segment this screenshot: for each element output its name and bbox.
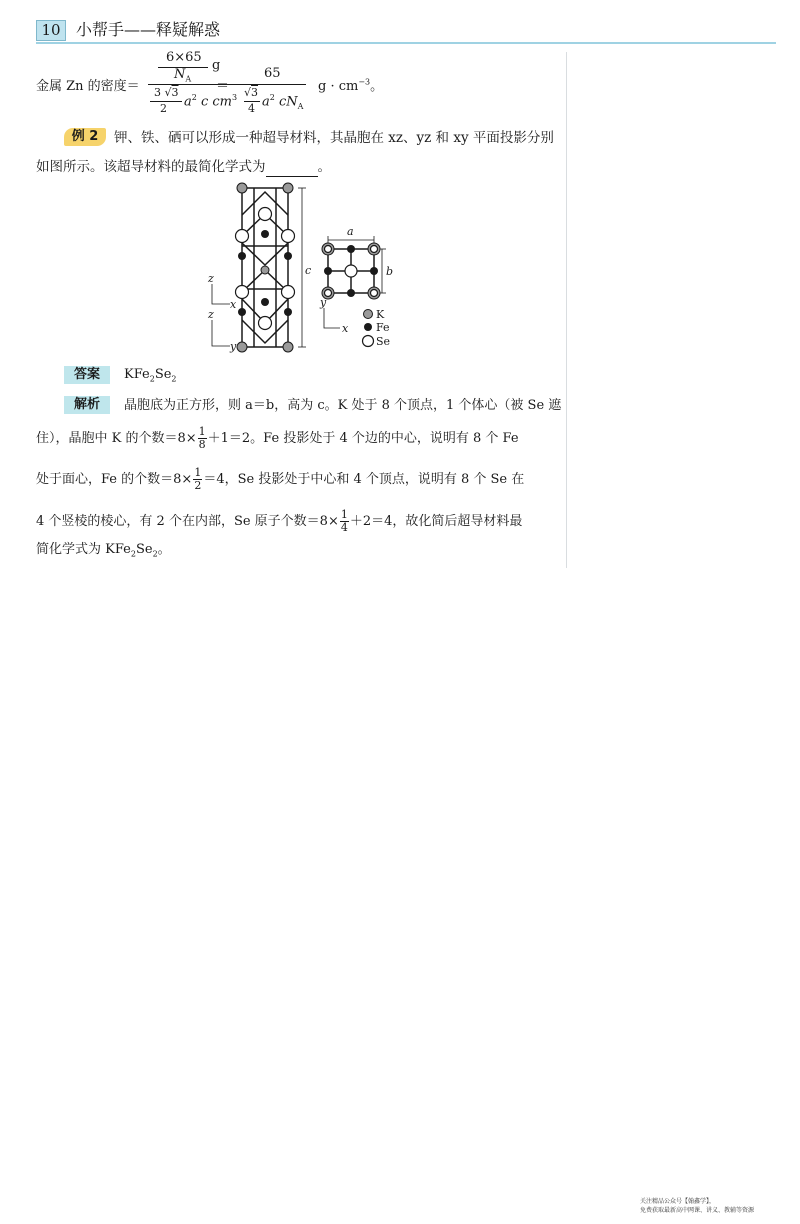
legend-se-label: Se	[376, 335, 391, 348]
example-line-2: 如图所示。该超导材料的最简化学式为 。	[36, 159, 331, 175]
axis-z-1: z	[208, 272, 214, 285]
answer-tag: 答案	[64, 366, 110, 384]
page-number: 10	[36, 20, 66, 41]
legend-fe-label: Fe	[376, 321, 390, 334]
formula-den-expr: $a^2$ c $cm^3$	[184, 93, 238, 110]
formula-num-unit: g	[212, 58, 221, 73]
formula-eq: ＝	[216, 79, 230, 94]
formula-num-bottom: $N_A$	[174, 67, 192, 84]
crystal-projection-figure	[196, 180, 426, 360]
formula-r-den-a: √3	[244, 86, 259, 99]
header-rule	[36, 42, 776, 44]
axis-y-1: y	[230, 340, 237, 353]
axis-y-2: y	[320, 296, 327, 309]
example-line-1: 钾、铁、硒可以形成一种超导材料，其晶胞在 xz、yz 和 xy 平面投影分别	[114, 130, 554, 146]
fraction-1-8: $\frac{1}{8}$	[198, 425, 206, 451]
formula-num-top: 6×65	[166, 50, 202, 65]
axis-x-2: x	[342, 322, 349, 335]
example-tag: 例 2	[64, 128, 106, 146]
analysis-line-2: 住），晶胞中 K 的个数＝8× $\frac{1}{8}$ ＋1＝2。Fe 投影处于 4 个边的中心，说明有 8 个 Fe	[36, 425, 519, 451]
analysis-line-1: 晶胞底为正方形，则 a＝b，高为 c。K 处于 8 个顶点，1 个体心（被 Se 遮	[124, 398, 562, 413]
legend-k-marker	[364, 310, 373, 319]
formula-unit: $g \cdot cm^{-3}$。	[318, 77, 384, 94]
fraction-1-2: $\frac{1}{2}$	[194, 466, 202, 492]
density-formula	[36, 50, 556, 120]
answer-blank	[266, 162, 318, 177]
answer-text: $KFe_2Se_2$	[124, 367, 177, 384]
formula-r-den-b: 4	[248, 102, 255, 115]
page-edge-line	[566, 52, 567, 568]
formula-r-den-expr: $a^2$ $cN_A$	[262, 93, 304, 111]
label-a: a	[347, 225, 354, 238]
formula-r-bar	[240, 84, 306, 85]
legend-se-marker	[363, 336, 374, 347]
formula-r-num: 65	[264, 66, 281, 81]
axis-x-1: x	[230, 298, 237, 311]
formula-lead: 金属 Zn 的密度＝	[36, 79, 140, 94]
analysis-line-4: 4 个竖棱的棱心，有 2 个在内部，Se 原子个数＝8× $\frac{1}{4}$ ＋2＝4，故化简后超导材料最	[36, 508, 523, 534]
formula-den-a: 3 √3	[154, 86, 179, 99]
analysis-tag: 解析	[64, 396, 110, 414]
formula-den-bar	[150, 101, 182, 102]
legend-k-label: K	[376, 308, 385, 321]
fraction-1-4: $\frac{1}{4}$	[340, 508, 348, 534]
footer-note: 关注精品公众号【翰鑫学】， 免费获取最新高中网课、讲义、教辅等资源	[640, 1198, 755, 1214]
analysis-line-3: 处于面心，Fe 的个数＝8× $\frac{1}{2}$ ＝4，Se 投影处于中心和 4 个顶点，说明有 8 个 Se 在	[36, 466, 525, 492]
formula-den-c: 2	[160, 102, 167, 115]
header-title: 小帮手——释疑解惑	[76, 20, 221, 39]
label-b: b	[386, 265, 394, 278]
axis-z-2: z	[208, 308, 214, 321]
analysis-line-5: 简化学式为 $KFe_2Se_2$。	[36, 542, 171, 559]
legend-fe-marker	[364, 323, 372, 331]
label-c: c	[305, 264, 312, 277]
